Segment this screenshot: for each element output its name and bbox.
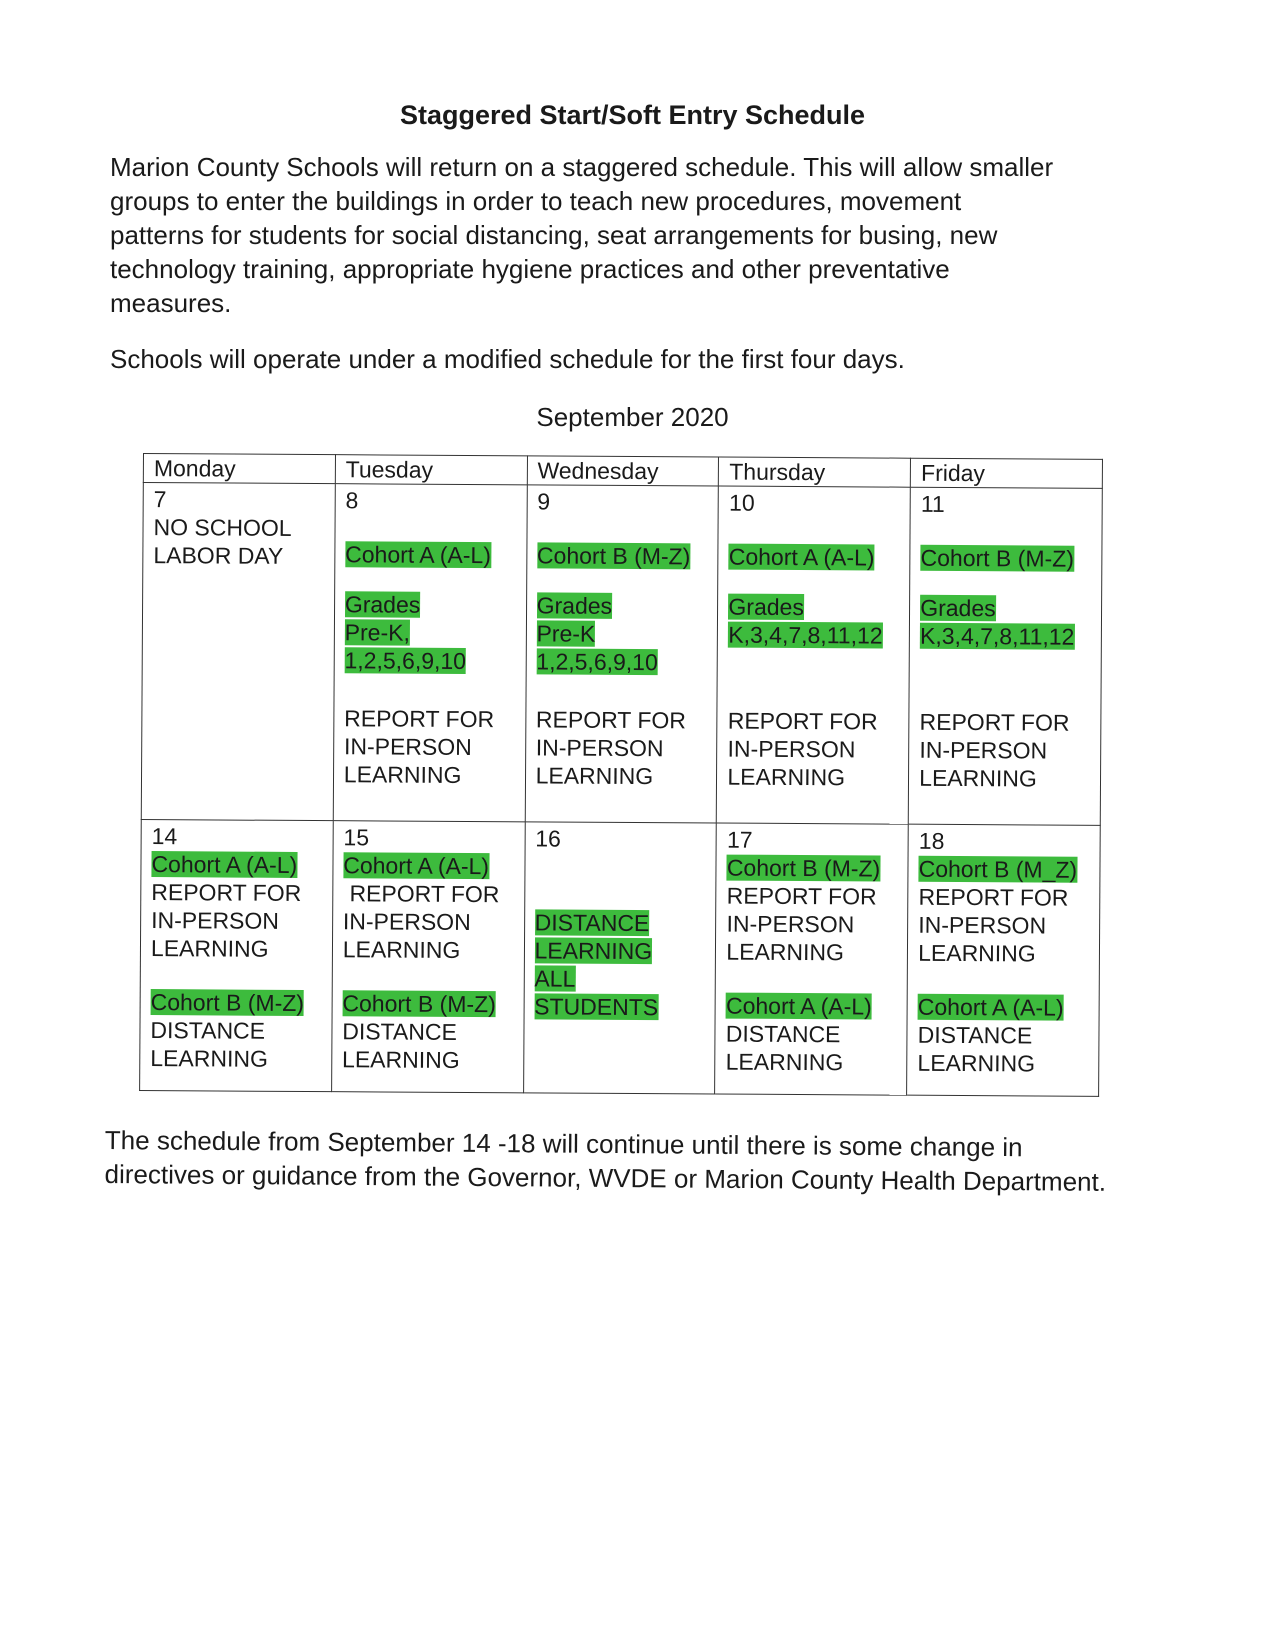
cohort-label: Cohort B (M_Z) <box>918 855 1078 883</box>
cohort-label: Cohort B (M-Z) <box>342 990 496 1018</box>
day-cell-sep-11 <box>908 487 1102 825</box>
report-label: IN-PERSON <box>919 736 1048 764</box>
day-cell-sep-9 <box>525 485 719 823</box>
cohort-label: Cohort B (M-Z) <box>920 544 1074 572</box>
day-cell-sep-10 <box>717 486 911 824</box>
report-label: IN-PERSON <box>343 733 472 761</box>
day-cell-sep-14 <box>140 819 333 1091</box>
cohort-label: Cohort A (A-L) <box>343 852 490 880</box>
day-number: 14 <box>151 823 178 850</box>
distance-label: LEARNING <box>150 1045 268 1072</box>
report-label: REPORT FOR <box>151 879 302 906</box>
report-label: REPORT FOR <box>535 706 687 734</box>
schedule-calendar <box>139 453 1103 1097</box>
distance-all-label: STUDENTS <box>534 993 659 1021</box>
distance-label: LEARNING <box>917 1049 1036 1077</box>
grades-value: Pre-K <box>536 620 596 647</box>
modified-schedule-note: Schools will operate under a modified schedule for the first four days. <box>110 344 905 374</box>
report-label: LEARNING <box>342 936 461 963</box>
calendar-month-title: September 2020 <box>536 402 729 432</box>
weekday-friday: Friday <box>910 458 1102 488</box>
day-number: 16 <box>535 825 561 852</box>
intro-paragraph: Marion County Schools will return on a staggered schedule. This will allow smaller groups to enter the buildings in order to teach new procedures, movement patterns for students for social distancing, seat arrangements for busing, new technology training, appropriate hygiene practices and other preventative measures. <box>110 152 1054 318</box>
grades-label: Grades <box>920 594 996 622</box>
report-label: IN-PERSON <box>727 735 856 763</box>
report-label: REPORT FOR <box>726 882 877 910</box>
day-number: 10 <box>729 489 755 516</box>
distance-label: DISTANCE <box>917 1021 1033 1049</box>
day-number: 17 <box>726 826 753 853</box>
distance-label: DISTANCE <box>725 1020 841 1048</box>
cohort-label: Cohort A (A-L) <box>151 851 298 878</box>
day-cell-sep-18 <box>907 824 1100 1096</box>
cohort-label: Cohort A (A-L) <box>728 543 875 571</box>
report-label: REPORT FOR <box>918 883 1069 911</box>
report-label: LEARNING <box>535 762 654 790</box>
report-label: IN-PERSON <box>151 907 280 934</box>
report-label: REPORT FOR <box>727 707 878 735</box>
day-cell-sep-7 <box>141 483 335 821</box>
cohort-label: Cohort A (A-L) <box>917 993 1064 1021</box>
holiday-label: LABOR DAY <box>153 542 284 569</box>
distance-all-label: LEARNING <box>534 937 653 965</box>
grades-label: Grades <box>536 592 613 619</box>
weekday-monday: Monday <box>143 454 335 484</box>
grades-value: 1,2,5,6,9,10 <box>536 648 658 676</box>
day-number: 18 <box>918 827 945 854</box>
day-number: 15 <box>343 824 370 851</box>
distance-label: LEARNING <box>342 1046 460 1073</box>
day-number: 11 <box>920 490 945 517</box>
report-label: IN-PERSON <box>342 908 471 936</box>
cohort-label: Cohort A (A-L) <box>345 541 491 569</box>
report-label: IN-PERSON <box>726 910 855 938</box>
report-label: LEARNING <box>150 935 269 962</box>
closing-paragraph: The schedule from September 14 -18 will continue until there is some change in directives or guidance from the Governor, WVDE or Marion County Health Department. <box>104 1124 1107 1197</box>
day-cell-sep-16 <box>523 822 716 1094</box>
report-label: LEARNING <box>726 938 845 966</box>
report-label: LEARNING <box>918 939 1036 967</box>
distance-label: DISTANCE <box>342 1018 457 1045</box>
weekday-wednesday: Wednesday <box>527 456 719 486</box>
report-label: REPORT FOR <box>919 708 1070 736</box>
grades-label: Grades <box>728 593 804 621</box>
day-cell-sep-15 <box>331 821 524 1093</box>
no-school-label: NO SCHOOL <box>153 514 292 541</box>
report-label: IN-PERSON <box>535 734 664 762</box>
grades-label: Grades <box>344 591 421 618</box>
day-number: 9 <box>537 488 551 515</box>
day-number: 7 <box>153 486 167 513</box>
report-label: LEARNING <box>919 764 1037 792</box>
week-row-2 <box>140 819 1101 1096</box>
day-cell-sep-8 <box>333 484 527 822</box>
document-title: Staggered Start/Soft Entry Schedule <box>399 100 866 130</box>
weekday-tuesday: Tuesday <box>335 455 527 485</box>
report-label: REPORT FOR <box>344 705 495 733</box>
grades-value: K,3,4,7,8,11,12 <box>728 621 883 649</box>
grades-value: Pre-K, <box>344 619 410 646</box>
report-label: IN-PERSON <box>918 911 1047 939</box>
day-cell-sep-17 <box>715 823 908 1095</box>
weekday-thursday: Thursday <box>719 457 911 487</box>
cohort-label: Cohort B (M-Z) <box>536 542 691 570</box>
day-number: 8 <box>345 487 359 514</box>
cohort-label: Cohort B (M-Z) <box>150 989 305 1016</box>
distance-label: DISTANCE <box>150 1017 266 1044</box>
week-row-1 <box>141 483 1102 826</box>
report-label: LEARNING <box>343 761 462 788</box>
report-label: LEARNING <box>727 763 846 791</box>
distance-all-label: ALL <box>534 965 576 992</box>
report-label: REPORT FOR <box>343 880 500 908</box>
cohort-label: Cohort B (M-Z) <box>726 854 881 882</box>
grades-value: 1,2,5,6,9,10 <box>344 647 467 674</box>
distance-label: LEARNING <box>725 1048 844 1076</box>
distance-all-label: DISTANCE <box>534 909 650 937</box>
cohort-label: Cohort A (A-L) <box>725 992 872 1020</box>
grades-value: K,3,4,7,8,11,12 <box>920 622 1075 650</box>
